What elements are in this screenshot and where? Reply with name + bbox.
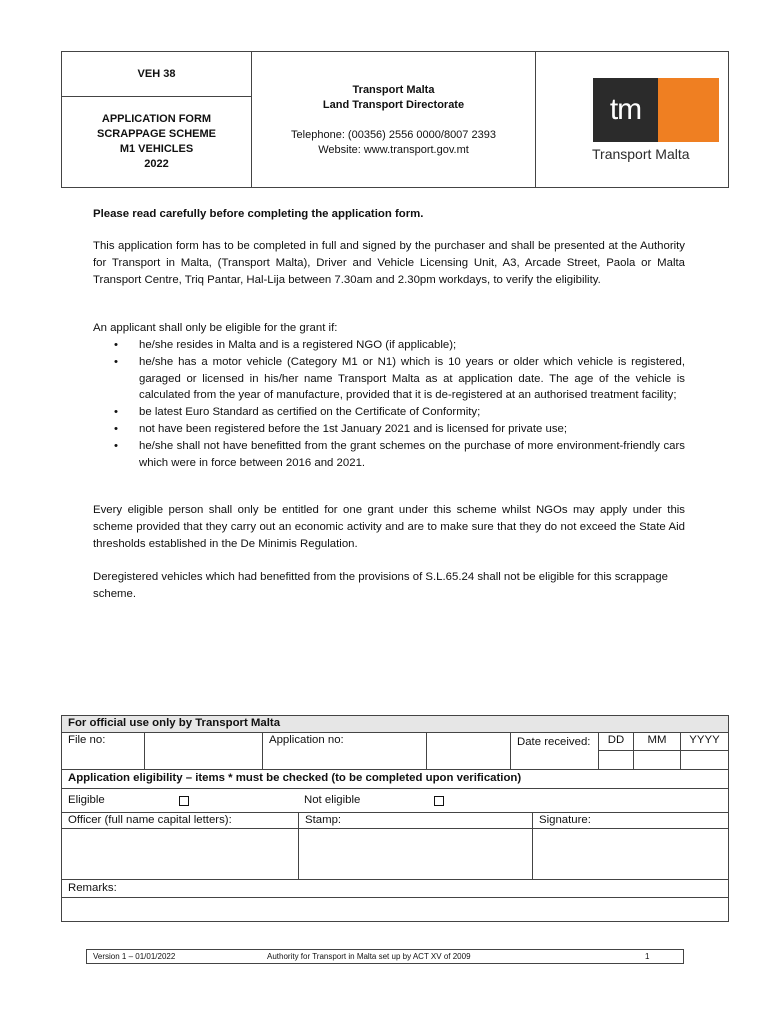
stamp-label: Stamp: [298, 813, 532, 829]
transport-malta-logo [593, 78, 719, 142]
remarks-label-row [62, 880, 728, 898]
form-title-line: APPLICATION FORM [101, 113, 212, 125]
page-number: 1 [645, 952, 650, 961]
form-id-column [62, 52, 252, 187]
officer-name-field[interactable] [62, 829, 298, 879]
remarks-field[interactable] [62, 898, 728, 921]
criteria-item: • he/she has a motor vehicle (Category M1 or N1) which is 10 years or older which vehicle is registered, garaged or licensed in his/her name Transport Malta as at application date. The age of the vehicle is calculated from the year of manufacture, provided that it is de-registered at an authorised treatment facility; [93, 354, 685, 404]
officer-row [62, 813, 728, 880]
website: Website: www.transport.gov.mt [318, 144, 469, 156]
criteria-item: • not have been registered before the 1st January 2021 and is licensed for private use; [93, 421, 685, 438]
mm-field[interactable] [633, 751, 680, 769]
paragraph-presentation: This application form has to be completed in full and signed by the purchaser and shall be presented at the Authority for Transport in Malta, (Transport Malta), Driver and Vehicle Licensing Unit, A3, Arcade Street, Paola or Malta Transport Centre, Triq Pantar, Hal-Lija between 7.30am and 2.30pm workdays, to verify the eligibility. [93, 240, 685, 286]
eligibility-title-row [62, 770, 728, 789]
form-title-line: 2022 [144, 158, 169, 170]
not-eligible-checkbox[interactable] [434, 796, 444, 806]
form-title-line: SCRAPPAGE SCHEME [97, 128, 216, 140]
not-eligible-label: Not eligible [304, 794, 361, 806]
signature-field[interactable] [532, 829, 728, 879]
eligible-checkbox[interactable] [179, 796, 189, 806]
paragraph-one-grant: Every eligible person shall only be entitled for one grant under this scheme whilst NGOs may apply under this scheme provided that they carry out an economic activity and are to make sure that they do not exceed the State Aid thresholds established in the De Minimis Regulation. [93, 504, 685, 550]
eligible-label: Eligible [68, 794, 105, 806]
page-footer [86, 949, 684, 964]
remarks-label: Remarks: [68, 882, 117, 894]
yyyy-field[interactable] [680, 751, 728, 769]
criteria-item: • be latest Euro Standard as certified on the Certificate of Conformity; [93, 404, 685, 421]
official-title-row [62, 716, 728, 733]
mm-label: MM [633, 733, 680, 751]
document-header [61, 51, 729, 188]
signature-label: Signature: [532, 813, 728, 829]
logo-mark: tm [593, 78, 658, 142]
application-no-label: Application no: [262, 733, 426, 769]
telephone: Telephone: (00356) 2556 0000/8007 2393 [291, 129, 496, 141]
logo-column [536, 52, 728, 187]
logo-text: Transport Malta [592, 146, 690, 162]
logo-orange-block [658, 78, 719, 142]
paragraph-deregistered: Deregistered vehicles which had benefitted from the provisions of S.L.65.24 shall not be eligible for this scrappage scheme. [93, 571, 668, 600]
dd-field[interactable] [598, 751, 633, 769]
eligibility-criteria-list [93, 337, 685, 471]
eligibility-title: Application eligibility – items * must be checked (to be completed upon verification) [68, 772, 522, 784]
eligible-row [62, 789, 728, 813]
eligibility-intro: An applicant shall only be eligible for the grant if: [93, 322, 338, 334]
form-code: VEH 38 [62, 52, 251, 97]
date-received-label: Date received: [510, 733, 598, 769]
official-use-table [61, 715, 729, 922]
criteria-item: • he/she resides in Malta and is a registered NGO (if applicable); [93, 337, 685, 354]
application-no-field[interactable] [426, 733, 510, 769]
file-row [62, 733, 728, 770]
directorate: Land Transport Directorate [322, 99, 465, 111]
file-no-label: File no: [68, 734, 106, 746]
form-title [62, 97, 251, 187]
notice-heading: Please read carefully before completing the application form. [93, 208, 424, 220]
stamp-field[interactable] [298, 829, 532, 879]
form-title-line: M1 VEHICLES [119, 143, 194, 155]
yyyy-label: YYYY [680, 733, 728, 751]
contact-column [252, 52, 536, 187]
criteria-item: • he/she shall not have benefitted from the grant schemes on the purchase of more environment-friendly cars which were in force between 2016 and 2021. [93, 438, 685, 472]
dd-label: DD [598, 733, 633, 751]
org-name: Transport Malta [352, 84, 435, 96]
footer-authority: Authority for Transport in Malta set up by ACT XV of 2009 [267, 952, 471, 961]
official-title: For official use only by Transport Malta [68, 717, 281, 729]
footer-version: Version 1 – 01/01/2022 [93, 952, 176, 961]
file-no-field[interactable] [144, 733, 262, 769]
officer-label: Officer (full name capital letters): [62, 813, 298, 829]
